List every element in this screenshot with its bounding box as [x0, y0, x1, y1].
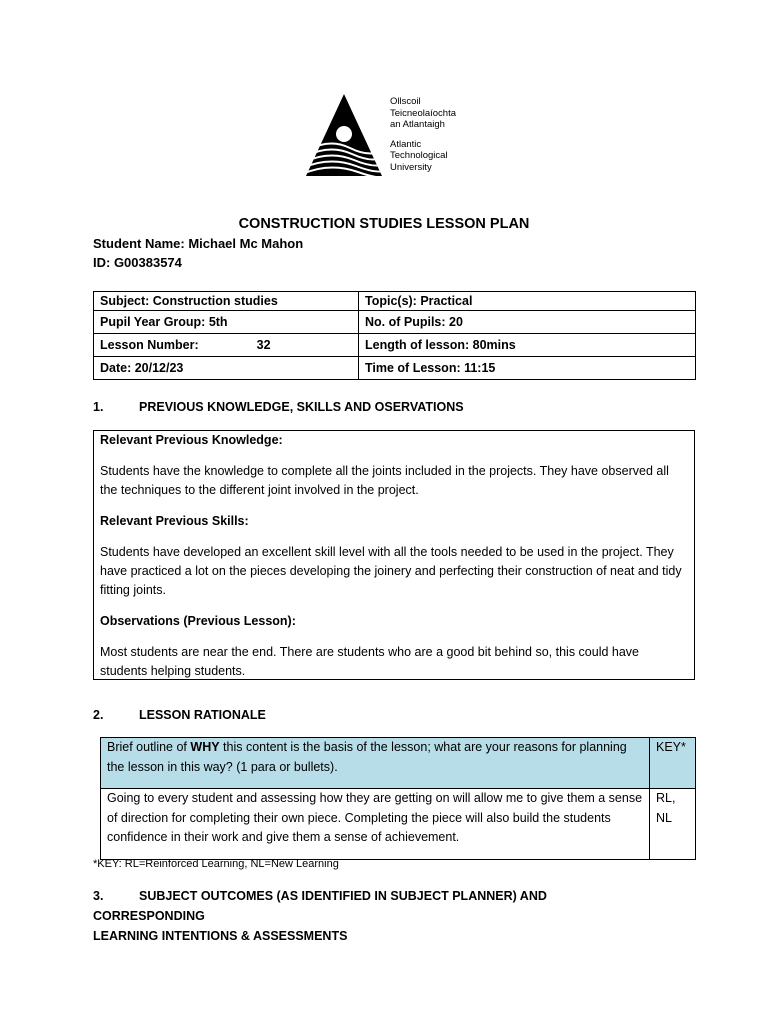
rationale-header-why: WHY: [190, 740, 220, 754]
section1-title: PREVIOUS KNOWLEDGE, SKILLS AND OSERVATIONS: [139, 400, 464, 414]
length-cell: Length of lesson: 80mins: [359, 334, 696, 357]
key-note: *KEY: RL=Reinforced Learning, NL=New Learning: [93, 858, 339, 870]
year-group-cell: Pupil Year Group: 5th: [94, 311, 359, 334]
previous-knowledge-box: [93, 430, 695, 680]
atu-triangle-icon: [300, 88, 390, 188]
rationale-header-post: this content is the basis of the lesson; what are your reasons for planning the lesson in this way? (1 para or bullets).: [107, 740, 627, 774]
rationale-table: [100, 737, 696, 860]
skills-label: Relevant Previous Skills:: [100, 514, 249, 528]
lesson-number-cell: [94, 334, 359, 357]
logo-irish-line: Teicneolaíochta: [390, 107, 457, 119]
section2-heading: [93, 708, 266, 722]
document-title: CONSTRUCTION STUDIES LESSON PLAN: [238, 216, 530, 232]
lesson-number-label: Lesson Number:: [100, 338, 199, 352]
section3-title-line2: LEARNING INTENTIONS & ASSESSMENTS: [93, 929, 348, 943]
logo-english-line: Atlantic: [390, 138, 422, 150]
section1-number: 1.: [93, 400, 104, 414]
date-cell: Date: 20/12/23: [94, 357, 359, 380]
time-cell: Time of Lesson: 11:15: [359, 357, 696, 380]
subject-cell: Subject: Construction studies: [94, 292, 359, 311]
section3-title-line1: SUBJECT OUTCOMES (AS IDENTIFIED IN SUBJECT PLANNER) AND CORRESPONDING: [93, 889, 547, 923]
observations-text: Most students are near the end. There are students who are a good bit behind so, this could have students helping students.: [100, 645, 640, 678]
rationale-body-cell: Going to every student and assessing how they are getting on will allow me to give them a sense of direction for completing their own piece. Completing the piece will also build the students confidence in their work and give them a sense of achievement.: [101, 789, 650, 860]
logo-irish-line: an Atlantaigh: [390, 119, 445, 130]
lesson-number-value: 32: [256, 338, 271, 352]
lesson-info-table: [93, 291, 696, 380]
university-logo: [300, 88, 472, 188]
knowledge-label: Relevant Previous Knowledge:: [100, 433, 283, 447]
logo-irish-line: Ollscoil: [390, 96, 421, 107]
observations-label: Observations (Previous Lesson):: [100, 614, 296, 628]
logo-english-line: Technological: [390, 150, 448, 161]
rationale-header-cell: [101, 738, 650, 789]
section2-title: LESSON RATIONALE: [139, 708, 266, 722]
section1-heading: [93, 400, 464, 414]
logo-english-line: University: [390, 161, 432, 173]
section3-number: 3.: [93, 889, 104, 903]
student-name: Student Name: Michael Mc Mahon: [93, 236, 304, 251]
key-header-cell: KEY*: [650, 738, 696, 789]
key-value-cell: RL, NL: [650, 789, 696, 860]
section3-heading: [93, 886, 653, 946]
logo-text: [390, 96, 456, 173]
student-id: ID: G00383574: [93, 255, 182, 270]
knowledge-text: Students have the knowledge to complete all the joints included in the projects. They have observed all the techniques to the different joint involved in the project.: [100, 464, 669, 497]
topics-cell: Topic(s): Practical: [359, 292, 696, 311]
section2-number: 2.: [93, 708, 104, 722]
rationale-header-pre: Brief outline of: [107, 740, 191, 754]
skills-text: Students have developed an excellent skill level with all the tools needed to be used in the project. They have practiced a lot on the pieces developing the joinery and perfecting their construction of neat and tidy fitting joints.: [100, 545, 682, 597]
no-pupils-cell: No. of Pupils: 20: [359, 311, 696, 334]
